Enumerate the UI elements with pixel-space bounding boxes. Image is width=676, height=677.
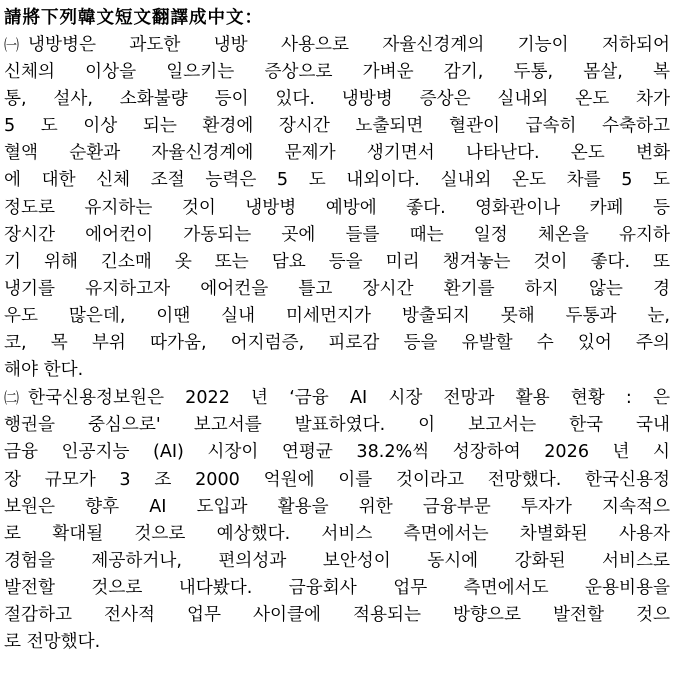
text-line: 로 전망했다. <box>4 632 101 653</box>
text-line: 경험을 제공하거나, 편의성과 보안성이 동시에 강화된 서비스로 <box>4 550 670 571</box>
question-2 <box>4 385 670 656</box>
text-line: 코, 목 부위 따가움, 어지럼증, 피로감 등을 유발할 수 있어 주의 <box>4 333 670 354</box>
text-line: 발전할 것으로 내다봤다. 금융회사 업무 측면에서도 운용비용을 <box>4 577 670 598</box>
text-line: 해야 한다. <box>4 360 84 381</box>
text-line: 혈액 순환과 자율신경계에 문제가 생기면서 나타난다. 온도 변화 <box>4 143 670 164</box>
text-line: 통, 설사, 소화불량 등이 있다. 냉방병 증상은 실내외 온도 차가 <box>4 89 670 110</box>
text-line: 기 위해 긴소매 옷 또는 담요 등을 미리 챙겨놓는 것이 좋다. 또 <box>4 251 670 272</box>
text-line: 5 도 이상 되는 환경에 장시간 노출되면 혈관이 급속히 수축하고 <box>4 116 670 137</box>
text-line: 신체의 이상을 일으키는 증상으로 가벼운 감기, 두통, 몸살, 복 <box>4 62 670 83</box>
question-text <box>4 385 670 656</box>
question-number: ㈡ <box>4 389 20 408</box>
text-line: 우도 많은데, 이땐 실내 미세먼지가 방출되지 못해 두통과 눈, <box>4 305 670 326</box>
question-number: ㈠ <box>4 36 20 54</box>
text-line: 한국신용정보원은 2022 년 ‘금융 AI 시장 전망과 활용 현황 : 은 <box>28 388 670 409</box>
exam-page <box>4 6 670 656</box>
text-line: 절감하고 전사적 업무 사이클에 적용되는 방향으로 발전할 것으 <box>4 604 670 625</box>
text-line: 냉방병은 과도한 냉방 사용으로 자율신경계의 기능이 저하되어 <box>28 35 670 55</box>
text-line: 장시간 에어컨이 가동되는 곳에 들를 때는 일정 체온을 유지하 <box>4 224 670 245</box>
text-line: 금융 인공지능 (AI) 시장이 연평균 38.2%씩 성장하여 2026 년 시 <box>4 442 670 463</box>
instruction-heading: 請將下列韓文短文翻譯成中文： <box>4 8 263 28</box>
text-line: 정도로 유지하는 것이 냉방병 예방에 좋다. 영화관이나 카페 등 <box>4 197 670 218</box>
text-line: 냉기를 유지하고자 에어컨을 틀고 장시간 환기를 하지 않는 경 <box>4 278 670 299</box>
question-text <box>4 32 670 384</box>
text-line: 에 대한 신체 조절 능력은 5 도 내외이다. 실내외 온도 차를 5 도 <box>4 170 670 191</box>
text-line: 보원은 향후 AI 도입과 활용을 위한 금융부문 투자가 지속적으 <box>4 496 670 517</box>
text-line: 로 확대될 것으로 예상했다. 서비스 측면에서는 차별화된 사용자 <box>4 523 670 544</box>
text-line: 장 규모가 3 조 2000 억원에 이를 것이라고 전망했다. 한국신용정 <box>4 469 670 490</box>
text-line: 행권을 중심으로' 보고서를 발표하였다. 이 보고서는 한국 국내 <box>4 415 670 436</box>
question-1 <box>4 32 670 384</box>
